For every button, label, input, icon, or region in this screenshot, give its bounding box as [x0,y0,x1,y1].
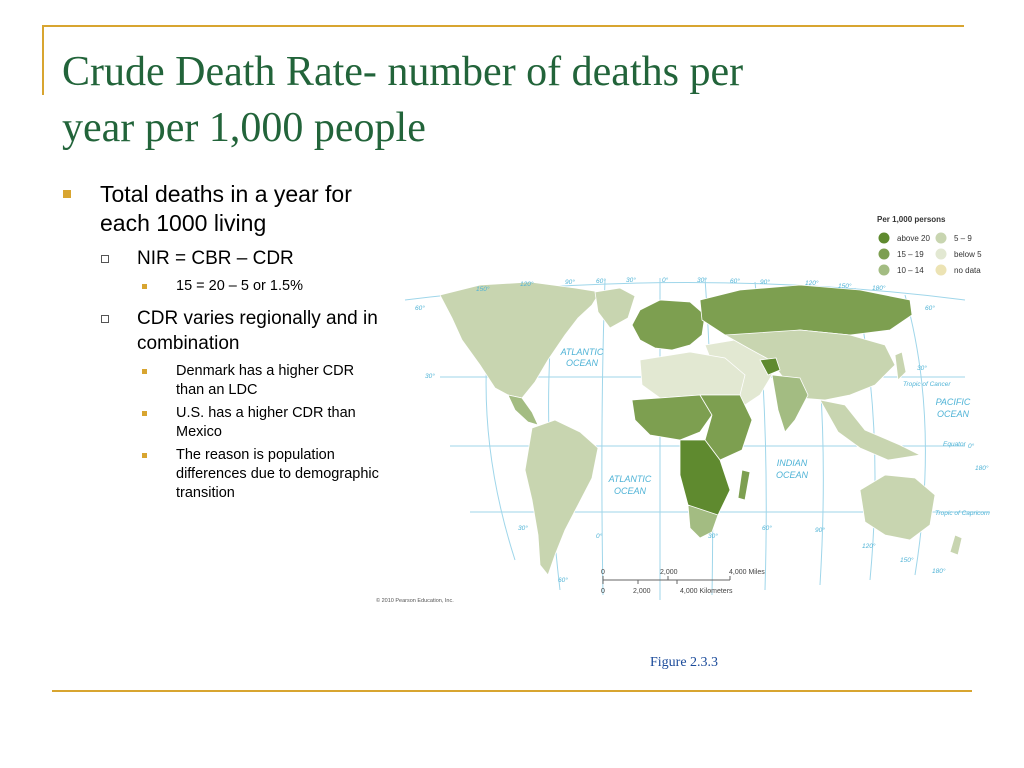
square-bullet-icon [142,411,147,416]
figure-caption: Figure 2.3.3 [650,655,719,670]
degree-label: 60° [925,305,935,312]
bullet-level3 [60,404,380,442]
square-bullet-icon [142,369,147,374]
bullet-text: Total deaths in a year for each 1000 living [100,181,352,236]
central-america [508,395,538,425]
west-africa [632,395,712,440]
legend-swatch [936,233,947,244]
ocean-label: OCEAN [613,486,647,496]
ocean-label: INDIAN [776,458,808,468]
india [772,375,808,432]
square-bullet-icon [142,284,147,289]
scale-label: 2,000 [660,569,678,576]
square-bullet-icon [142,453,147,458]
degree-label: 60° [762,525,772,532]
scale-label: 2,000 [633,588,651,595]
japan [895,352,906,380]
degree-label: 150° [476,286,490,293]
scale-label: 0 [601,569,605,576]
degree-label: 30° [425,373,435,380]
bullet-level1 [60,180,380,238]
legend-swatch [936,265,947,276]
bullet-level2 [60,306,380,356]
map-legend [877,215,982,276]
degree-label: 180° [872,285,886,292]
legend-label: 15 – 19 [897,250,924,259]
degree-label: 150° [900,557,914,564]
hollow-square-bullet-icon [101,255,109,263]
legend-label: below 5 [954,250,982,259]
bullet-level3 [60,277,380,296]
degree-label: 30° [708,533,718,540]
scale-bar [601,569,765,595]
ocean-label: PACIFIC [935,397,971,407]
ocean-label: OCEAN [936,409,970,419]
russia [700,285,912,335]
legend-swatch [936,249,947,260]
degree-label: 60° [558,577,568,584]
hollow-square-bullet-icon [101,315,109,323]
degree-label: 180° [932,568,946,575]
degree-label: 150° [838,283,852,290]
title-line-2: year per 1,000 people [62,105,426,151]
degree-label: 90° [815,527,825,534]
map-copyright: © 2010 Pearson Education, Inc. [376,598,454,604]
ocean-label: OCEAN [775,470,809,480]
degree-label: 30° [917,365,927,372]
degree-label: 0° [662,277,669,284]
legend-label: 5 – 9 [954,234,972,243]
ocean-label: OCEAN [565,358,599,368]
slide-title [62,44,962,156]
degree-label: 90° [565,279,575,286]
degree-label: 0° [968,443,975,450]
legend-swatch [879,265,890,276]
title-line-1: Crude Death Rate- number of deaths per [62,49,744,95]
ocean-label: ATLANTIC [608,474,652,484]
tropic-of-cancer-label: Tropic of Cancer [903,381,951,388]
degree-label: 120° [862,543,876,550]
legend-label: above 20 [897,234,930,243]
southeast-asia [820,400,920,460]
scale-label: 4,000 Miles [729,569,765,576]
scale-label: 0 [601,588,605,595]
legend-label: 10 – 14 [897,266,924,275]
left-rule [42,25,44,95]
bullet-text: NIR = CBR – CDR [137,248,294,269]
degree-label: 60° [730,278,740,285]
greenland [595,288,635,328]
degree-label: 180° [975,465,989,472]
degree-label: 120° [805,280,819,287]
degree-label: 30° [697,277,707,284]
south-america [525,420,598,575]
europe [632,300,705,350]
madagascar [738,470,750,500]
square-bullet-icon [63,190,71,198]
bullet-text: The reason is population differences due to demographic transition [176,447,379,501]
bullet-level3 [60,446,380,503]
north-america [440,282,600,398]
top-rule [42,25,964,27]
bullet-text: 15 = 20 – 5 or 1.5% [176,278,303,294]
legend-title: Per 1,000 persons [877,215,946,224]
ocean-label: ATLANTIC [560,347,604,357]
bullet-text: Denmark has a higher CDR than an LDC [176,363,355,398]
degree-label: 0° [596,533,603,540]
degree-label: 30° [626,277,636,284]
bullet-text: U.S. has a higher CDR than Mexico [176,405,356,440]
legend-label: no data [954,266,981,275]
tropic-of-capricorn-label: Tropic of Capricorn [935,510,990,517]
scale-label: 4,000 Kilometers [680,588,733,595]
degree-label: 60° [415,305,425,312]
degree-label: 120° [520,281,534,288]
new-zealand [950,535,962,555]
legend-swatch [879,249,890,260]
australia [860,475,935,540]
bullet-level2 [60,246,380,271]
degree-label: 60° [596,278,606,285]
degree-label: 30° [518,525,528,532]
degree-label: 90° [760,279,770,286]
world-death-rate-map [370,200,1000,610]
bullet-level3 [60,362,380,400]
legend-swatch [879,233,890,244]
bottom-rule [52,690,972,692]
bullet-text: CDR varies regionally and in combination [137,308,378,354]
bullet-list [60,180,380,507]
equator-label: Equator [943,441,966,448]
